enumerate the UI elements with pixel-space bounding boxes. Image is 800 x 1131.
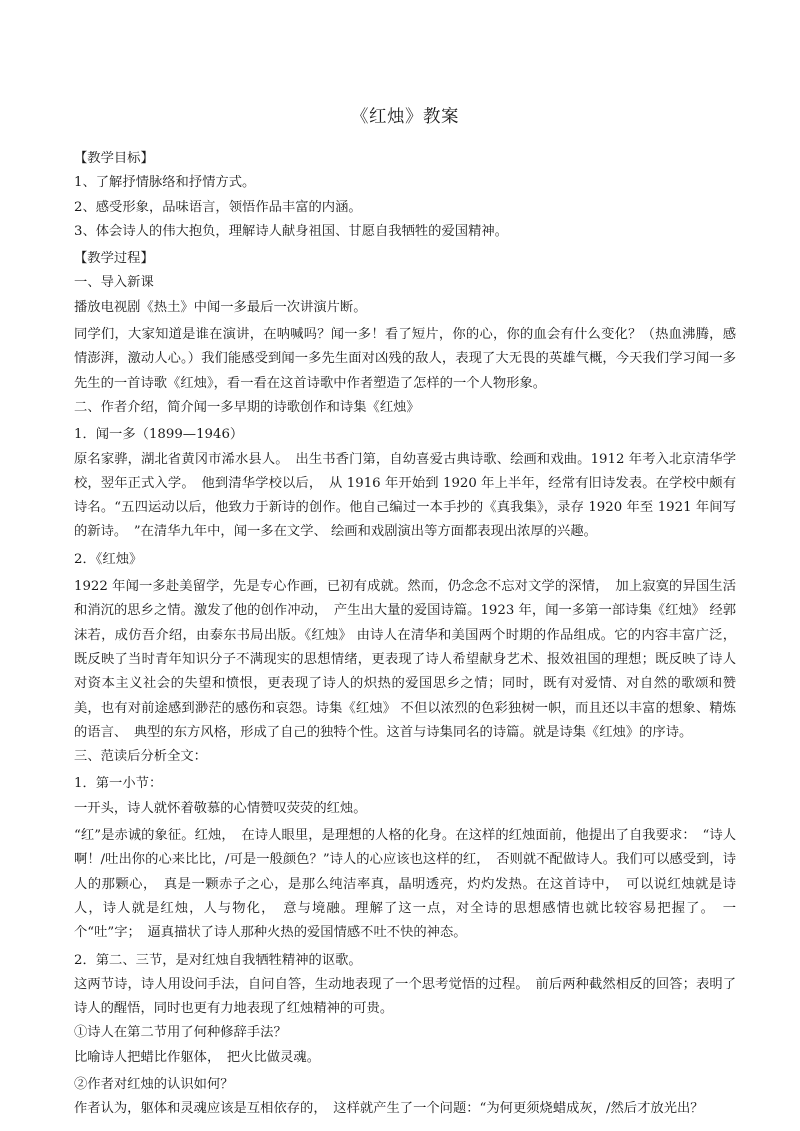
document-body (74, 147, 736, 1122)
paragraph: 一开头，诗人就怀着敬慕的心情赞叹荧荧的红烛。 (74, 800, 367, 816)
subheading-intro: 一、导入新课 (74, 275, 154, 291)
objective-item: 3、体会诗人的伟大抱负，理解诗人献身祖国、甘愿自我牺牲的爱国精神。 (74, 223, 508, 239)
paragraph: 原名家骅，湖北省黄冈市浠水县人。 出生书香门第，自幼喜爱古典诗歌、绘画和戏曲。1912 年考入北京清华学校，翌年正式入学。 他到清华学校以后， 从 1916 年开始到 1920 年上半年，经常有旧诗发表。在学校中颇有诗名。“五四运动以后，他致力于新诗的创作。他自己编过一本手抄的《真我集》，录存 1920 年至 1921 年间写的新诗。 ”在清华九年中，闻一多在文学、 绘画和戏剧演出等方面都表现出浓厚的兴趣。 (74, 451, 736, 540)
objective-item: 1、了解抒情脉络和抒情方式。 (74, 175, 256, 191)
subheading-stanza-1: 1．第一小节： (74, 776, 163, 792)
paragraph: 播放电视剧《热土》中闻一多最后一次讲演片断。 (74, 299, 367, 315)
paragraph: 1922 年闻一多赴美留学，先是专心作画，已初有成就。然而，仍念念不忘对文学的深情， 加上寂寞的异国生活和消沉的思乡之情。激发了他的创作冲动， 产生出大量的爱国诗篇。1923 年，闻一多第一部诗集《红烛》 经郭沫若，成仿吾介绍，由泰东书局出版。《红烛》 由诗人在清华和美国两个时期的作品组成。它的内容丰富广泛，既反映了当时青年知识分子不满现实的思想情绪，更表现了诗人希望献身艺术、报效祖国的理想；既反映了诗人对资本主义社会的失望和愤恨，更表现了诗人的炽热的爱国思乡之情；同时，既有对爱情、对自然的歌颂和赞美，也有对前途感到渺茫的感伤和哀怨。诗集《红烛》 不但以浓烈的色彩独树一帜，而且还以丰富的想象、精炼的语言、 典型的东方风格，形成了自己的独特个性。这首与诗集同名的诗篇。就是诗集《红烛》的序诗。 (74, 579, 736, 740)
subheading-wen-yiduo: 1．闻一多（1899—1946） (74, 427, 244, 443)
answer: 比喻诗人把蜡比作躯体， 把火比做灵魂。 (74, 1049, 320, 1065)
section-heading-process: 【教学过程】 (74, 251, 154, 267)
section-heading-objectives: 【教学目标】 (74, 151, 154, 166)
objective-item: 2、感受形象，品味语言，领悟作品丰富的内涵。 (74, 199, 362, 215)
paragraph: 这两节诗，诗人用设问手法，自问自答，生动地表现了一个思考觉悟的过程。 前后两种截然相反的回答；表明了诗人的醒悟，同时也更有力地表现了红烛精神的可贵。 (74, 976, 736, 1017)
document-page (74, 0, 736, 1131)
subheading-author: 二、作者介绍，简介闻一多早期的诗歌创作和诗集《红烛》 (74, 399, 420, 415)
paragraph: 同学们，大家知道是谁在演讲，在呐喊吗？闻一多！看了短片，你的心，你的血会有什么变化？（热血沸腾，感情澎湃，激动人心。）我们能感受到闻一多先生面对凶残的敌人，表现了大无畏的英雄气概，今天我们学习闻一多先生的一首诗歌《红烛》，看一看在这首诗歌中作者塑造了怎样的一个人物形象。 (74, 327, 736, 391)
subheading-analysis: 三、范读后分析全文： (74, 749, 207, 765)
subheading-red-candle: 2．《红烛》 (74, 551, 143, 567)
question: ①诗人在第二节用了何种修辞手法？ (74, 1025, 287, 1041)
answer: 作者认为，躯体和灵魂应该是互相依存的， 这样就产生了一个问题：“为何更须烧蜡成灰，/然后才放光出？ (74, 1101, 704, 1117)
paragraph: “红”是赤诚的象征。红烛， 在诗人眼里，是理想的人格的化身。在这样的红烛面前，他提出了自我要求： “诗人啊！/吐出你的心来比比，/可是一般颜色？”诗人的心应该也这样的红， 否则就不配做诗人。我们可以感受到，诗人的那颗心， 真是一颗赤子之心，是那么纯洁率真，晶明透亮，灼灼发热。在这首诗中， 可以说红烛就是诗人，诗人就是红烛，人与物化， 意与境融。理解了这一点，对全诗的思想感情也就比较容易把握了。 一个“吐”字； 逼真描状了诗人那种火热的爱国情感不吐不快的神态。 (74, 828, 736, 941)
page-title: 《红烛》教案 (351, 107, 459, 127)
subheading-stanza-2-3: 2．第二、三节，是对红烛自我牺牲精神的讴歌。 (74, 952, 362, 968)
question: ②作者对红烛的认识如何？ (74, 1076, 234, 1092)
